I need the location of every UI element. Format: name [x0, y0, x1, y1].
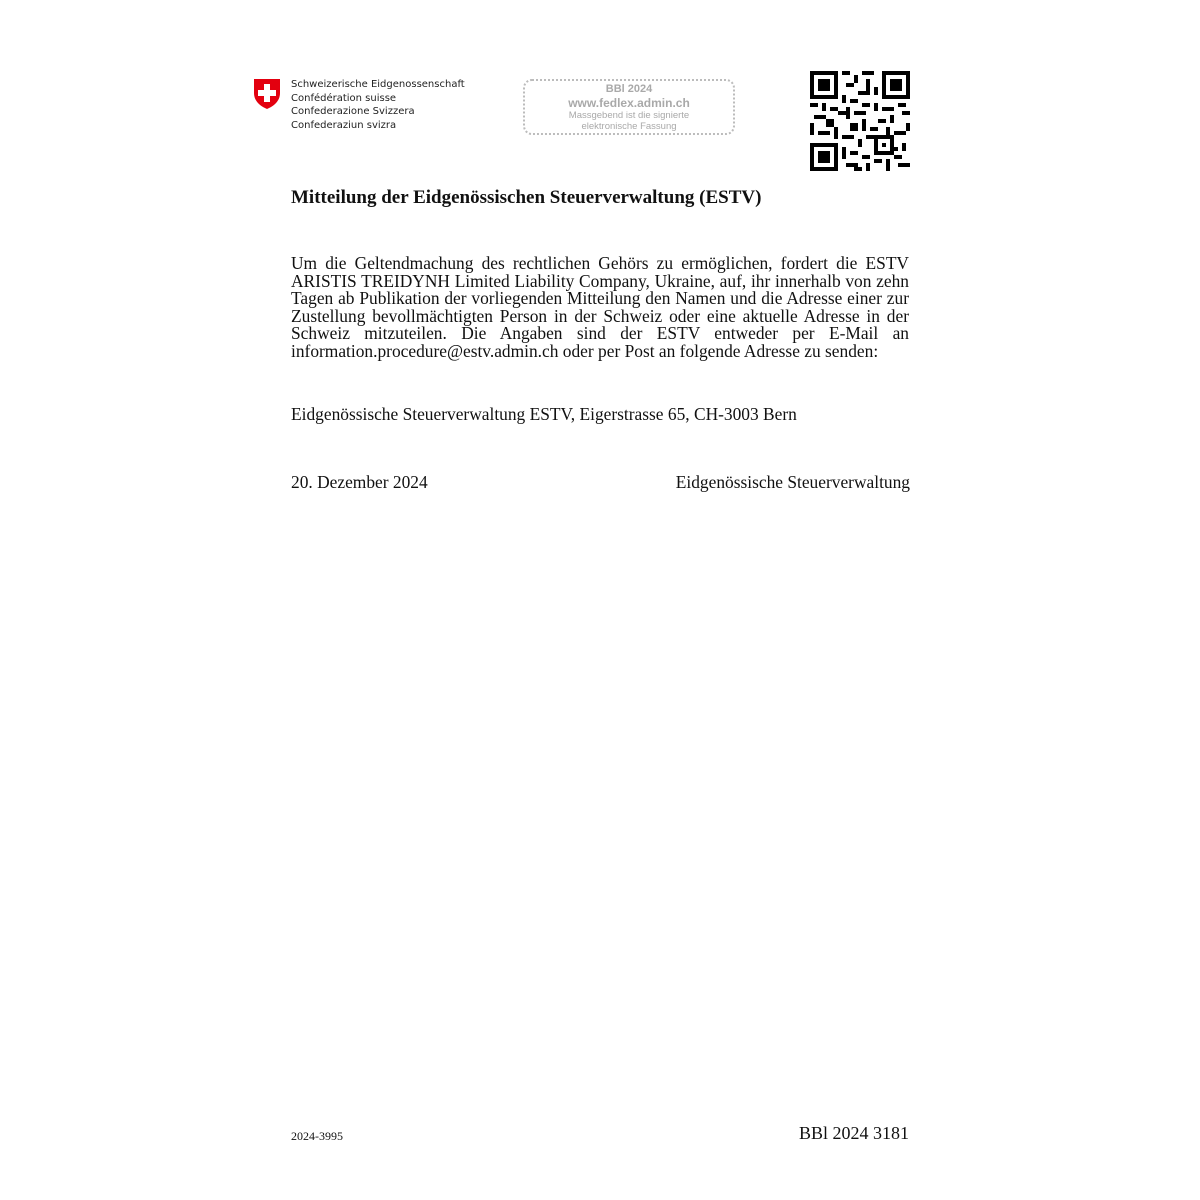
qr-code-icon: [810, 71, 910, 171]
stamp-note-line2: elektronische Fassung: [581, 121, 677, 132]
confederation-name-fr: Confédération suisse: [291, 92, 397, 104]
confederation-names: [291, 78, 465, 132]
stamp-gazette: BBl 2024: [605, 83, 653, 95]
confederation-name-de: Schweizerische Eidgenossenschaft: [291, 79, 465, 90]
swiss-crest-icon: [253, 78, 281, 110]
postal-address: Eidgenössische Steuerverwaltung ESTV, Eigerstrasse 65, CH-3003 Bern: [291, 404, 797, 424]
notice-date: 20. Dezember 2024: [291, 472, 428, 492]
gazette-page-number: BBl 2024 3181: [798, 1123, 909, 1143]
notice-title: Mitteilung der Eidgenössischen Steuerverwaltung (ESTV): [291, 187, 762, 208]
stamp-note-line1: Massgebend ist die signierte: [568, 110, 690, 121]
confederation-name-rm: Confederaziun svizra: [291, 119, 397, 131]
document-reference: 2024-3995: [291, 1129, 343, 1143]
signature-stamp: [523, 79, 735, 135]
stamp-website: www.fedlex.admin.ch: [568, 96, 690, 110]
confederation-name-it: Confederazione Svizzera: [291, 106, 415, 117]
notice-paragraph: Um die Geltendmachung des rechtlichen Gehörs zu ermöglichen, fordert die ESTV ARISTIS TREIDYNH Limited Liability Company, Ukraine, auf, ihr innerhalb von zehn Tagen ab Publikation der vorliegenden Mitteilung den Namen und die Adresse einer zur Zustellung bevollmächtigten Person in der Schweiz oder eine aktuelle Adresse in der Schweiz mitzuteilen. Die Angaben sind der ESTV entweder per E-Mail an information.procedure@estv.admin.ch oder per Post an folgende Adresse zu senden:: [291, 253, 909, 361]
issuing-authority: Eidgenössische Steuerverwaltung: [675, 472, 910, 492]
